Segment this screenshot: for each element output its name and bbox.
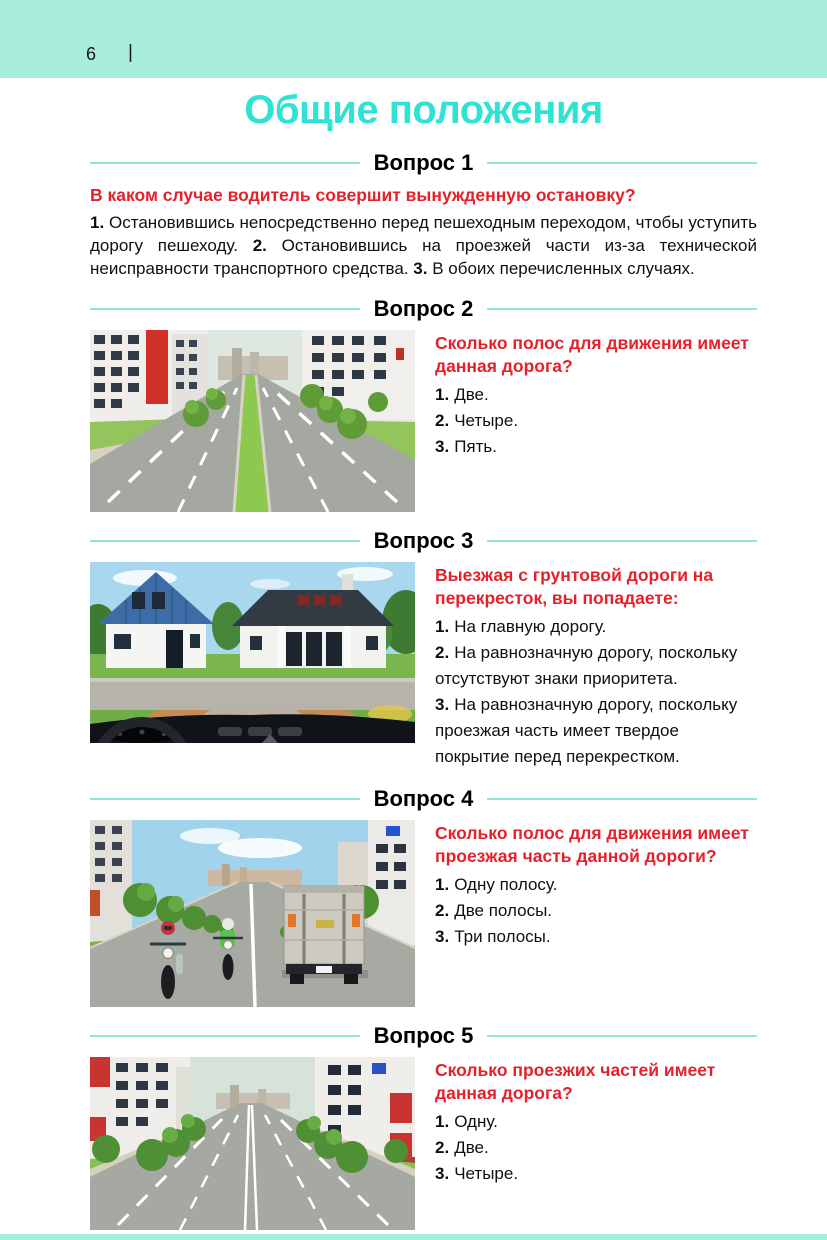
question-3-header <box>90 528 757 554</box>
header-rule-right <box>487 798 757 800</box>
answer-text: На равнозначную дорогу, поскольку проезжая часть имеет твердое покрытие перед перекрестком. <box>435 695 738 766</box>
answer-number: 2. <box>435 1138 450 1157</box>
answer-number: 2. <box>435 411 450 430</box>
answer-number: 1. <box>435 617 450 636</box>
question-2-section <box>90 296 757 512</box>
page-header-band <box>0 0 827 78</box>
question-1-text: В каком случае водитель совершит вынужденную остановку? <box>90 185 636 205</box>
answer-line <box>435 1161 757 1187</box>
answer-number: 1. <box>435 385 450 404</box>
answer-number: 1. <box>435 1112 450 1131</box>
answer-line <box>435 898 757 924</box>
answer-number: 1. <box>90 213 105 232</box>
answer-text: Две полосы. <box>454 901 553 920</box>
answer-number: 3. <box>435 695 450 714</box>
answer-line <box>435 692 757 770</box>
answer-line <box>435 924 757 950</box>
header-rule-left <box>90 162 360 164</box>
answer-text: Остановившись на проезжей части из-за технической неисправности транспортного средства. <box>90 236 758 278</box>
answer-line <box>435 408 757 434</box>
answer-text: Одну полосу. <box>454 875 558 894</box>
question-5-section <box>90 1023 757 1230</box>
question-2-label: Вопрос 2 <box>373 296 474 321</box>
answer-number: 2. <box>435 643 450 662</box>
answer-number: 3. <box>435 437 450 456</box>
page-footer-band <box>0 1234 827 1240</box>
answer-number: 3. <box>435 1164 450 1183</box>
question-2-road-median-illustration <box>90 330 415 512</box>
answer-number: 3. <box>435 927 450 946</box>
header-rule-right <box>487 540 757 542</box>
answer-line <box>435 640 757 692</box>
page-number-separator: | <box>128 42 133 63</box>
header-rule-left <box>90 1035 360 1037</box>
answer-text: Две. <box>454 385 489 404</box>
question-3-label: Вопрос 3 <box>373 528 474 553</box>
question-1-answers <box>90 211 757 280</box>
question-4-text: Сколько полос для движения имеет проезжая часть данной дороги? <box>435 823 749 866</box>
answer-text: Две. <box>454 1138 489 1157</box>
page-content <box>90 78 757 1230</box>
header-rule-right <box>487 162 757 164</box>
answer-line <box>435 1135 757 1161</box>
question-4-truck-motorcycles-illustration <box>90 820 415 1007</box>
question-3-intersection-illustration <box>90 562 415 770</box>
answer-text: На главную дорогу. <box>454 617 607 636</box>
answer-text: Пять. <box>454 437 497 456</box>
question-1-label: Вопрос 1 <box>373 150 474 175</box>
question-2-header <box>90 296 757 322</box>
question-1-header <box>90 150 757 176</box>
header-rule-left <box>90 540 360 542</box>
header-rule-right <box>487 308 757 310</box>
answer-number: 2. <box>252 236 267 255</box>
question-3-section <box>90 528 757 770</box>
answer-text: Четыре. <box>454 1164 519 1183</box>
question-2-text: Сколько полос для движения имеет данная дорога? <box>435 333 749 376</box>
answer-number: 3. <box>413 259 428 278</box>
chapter-title: Общие положения <box>244 88 603 132</box>
question-2-block <box>435 330 757 512</box>
answer-text: Одну. <box>454 1112 498 1131</box>
question-4-label: Вопрос 4 <box>373 786 474 811</box>
answer-line <box>435 434 757 460</box>
question-3-block <box>435 562 757 770</box>
question-4-block <box>435 820 757 1007</box>
question-5-block <box>435 1057 757 1230</box>
answer-line <box>435 382 757 408</box>
answer-number: 1. <box>435 875 450 894</box>
question-3-text: Выезжая с грунтовой дороги на перекресток, вы попадаете: <box>435 565 714 608</box>
answer-text: Три полосы. <box>454 927 551 946</box>
question-5-text: Сколько проезжих частей имеет данная дорога? <box>435 1060 716 1103</box>
question-5-header <box>90 1023 757 1049</box>
answer-text: Четыре. <box>454 411 519 430</box>
header-rule-left <box>90 308 360 310</box>
answer-line <box>435 614 757 640</box>
question-1-section <box>90 150 757 280</box>
question-5-label: Вопрос 5 <box>373 1023 474 1048</box>
answer-text: На равнозначную дорогу, поскольку отсутствуют знаки приоритета. <box>435 643 738 688</box>
answer-line <box>435 1109 757 1135</box>
question-5-double-line-road-illustration <box>90 1057 415 1230</box>
answer-text: В обоих перечисленных случаях. <box>432 259 695 278</box>
question-4-header <box>90 786 757 812</box>
question-4-section <box>90 786 757 1007</box>
header-rule-left <box>90 798 360 800</box>
answer-text: Остановившись непосредственно перед пешеходным переходом, чтобы уступить дорогу пешеходу. <box>90 213 757 255</box>
header-rule-right <box>487 1035 757 1037</box>
answer-number: 2. <box>435 901 450 920</box>
answer-line <box>435 872 757 898</box>
page-number: 6 <box>86 44 97 64</box>
